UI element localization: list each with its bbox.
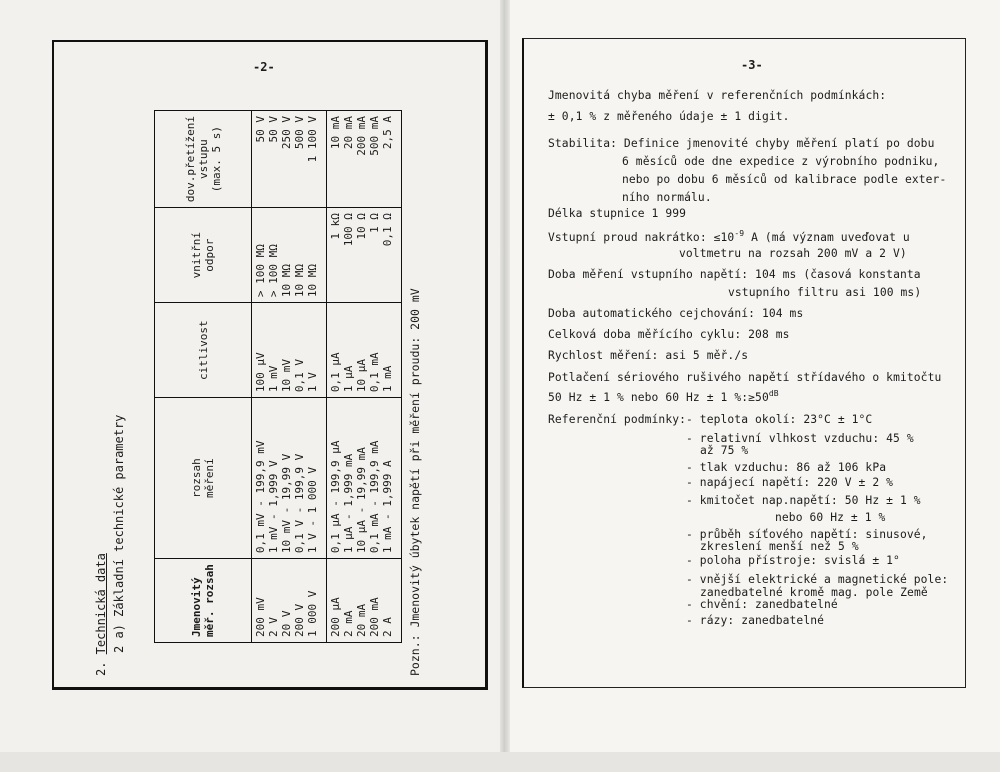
condition-humidity: - relativní vlhkost vzduchu: 45 % <box>686 432 914 445</box>
current-rows <box>327 111 402 643</box>
left-page-number: -2- <box>253 60 275 74</box>
voltage-nominal-cell: 200 mV 2 V 20 V 200 V 1 000 V <box>252 559 327 643</box>
condition-temperature: - teplota okolí: 23°C ± 1°C <box>686 413 873 426</box>
condition-supply-frequency: - kmitočet nap.napětí: 50 Hz ± 1 % <box>686 494 921 507</box>
stability-line-4: ního normálu. <box>622 191 712 204</box>
condition-pressure: - tlak vzduchu: 86 až 106 kPa <box>686 461 887 474</box>
rejection-line-1: Potlačení sériového rušivého napětí střídavého o kmitočtu <box>548 371 942 384</box>
measuring-rate: Rychlost měření: asi 5 měř./s <box>548 349 749 362</box>
page-bottom-edge <box>0 752 1000 772</box>
condition-fields-cont: zanedbatelné kromě mag. pole Země <box>700 586 928 599</box>
subsection-heading: 2 a) Základní technické parametry <box>112 414 126 653</box>
voltage-range-cell: 0,1 mV - 199,9 mV 1 mV - 1,999 V 10 mV - 19,99 V 0,1 V - 199,9 V 1 V - 1 000 V <box>252 398 327 559</box>
condition-supply-frequency-alt: nebo 60 Hz ± 1 % <box>775 511 886 524</box>
table-header-row <box>155 111 252 643</box>
voltage-drop-note: Pozn.: Jmenovitý úbytek napětí při měření proudu: 200 mV <box>408 288 422 676</box>
condition-position: - poloha přístroje: svislá ± 1° <box>686 554 900 567</box>
section-title: Technická data <box>94 553 108 655</box>
calibration-time: Doba automatického cejchování: 104 ms <box>548 307 804 320</box>
current-range-cell: 0,1 µA - 199,9 µA 1 µA - 1,999 mA 10 µA - 19,99 mA 0,1 mA - 199,9 mA 1 mA - 1,999 A <box>327 398 402 559</box>
input-current-line-1: Vstupní proud nakrátko: $\le 10^{-9}$ A (má význam uveďovat u <box>548 229 910 244</box>
voltage-sensitivity-cell: 100 µV 1 mV 10 mV 0,1 V 1 V <box>252 303 327 398</box>
condition-waveform-cont: zkreslení menší než 5 % <box>700 540 859 553</box>
condition-shock: - rázy: zanedbatelné <box>686 614 825 627</box>
condition-supply-voltage: - napájecí napětí: 220 V ± 2 % <box>686 476 894 489</box>
reference-conditions-label: Referenční podmínky: <box>548 413 687 426</box>
section-number: 2. <box>94 661 108 676</box>
condition-waveform: - průběh síťového napětí: sinusové, <box>686 528 928 541</box>
rejection-line-2: 50 Hz ± 1 % nebo 60 Hz ± 1 $\%:\ge 50^{dB}$ <box>548 389 779 404</box>
condition-vibration: - chvění: zanedbatelné <box>686 598 838 611</box>
right-page-number: -3- <box>741 58 763 72</box>
current-sensitivity-cell: 0,1 µA 1 µA 10 µA 0,1 mA 1 mA <box>327 303 402 398</box>
condition-fields: - vnější elektrické a magnetické pole: <box>686 573 949 586</box>
scale-length: Délka stupnice 1 999 <box>548 207 687 220</box>
header-measuring-range: rozsah měření <box>155 398 252 559</box>
measuring-time-line-2: vstupního filtru asi 100 ms) <box>728 286 922 299</box>
measuring-time-line-1: Doba měření vstupního napětí: 104 ms (časová konstanta <box>548 268 921 281</box>
voltage-resistance-cell: > 100 MΩ > 100 MΩ 10 MΩ 10 MΩ 10 MΩ <box>252 208 327 303</box>
cycle-time: Celková doba měřícího cyklu: 208 ms <box>548 328 790 341</box>
nominal-error-value: ± 0,1 % z měřeného údaje ± 1 digit. <box>548 110 790 123</box>
current-resistance-cell: 1 kΩ 100 Ω 10 Ω 1 Ω 0,1 Ω <box>327 208 402 303</box>
voltage-rows <box>252 111 327 643</box>
header-overload: dov.přetížení vstupu (max. 5 s) <box>155 111 252 208</box>
stability-line-2: 6 měsíců ode dne expedice z výrobního podniku, <box>622 155 940 168</box>
book-spine <box>500 0 510 772</box>
condition-humidity-cont: až 75 % <box>700 444 749 457</box>
stability-line-1: Stabilita: Definice jmenovité chyby měření platí po dobu <box>548 137 935 150</box>
input-current-line-2: voltmetru na rozsah 200 mV a 2 V) <box>679 247 907 260</box>
header-internal-resistance: vnitřní odpor <box>155 208 252 303</box>
header-sensitivity: citlivost <box>155 303 252 398</box>
nominal-error-heading: Jmenovitá chyba měření v referenčních podmínkách: <box>548 89 887 102</box>
rotated-spec-block <box>54 40 486 688</box>
current-nominal-cell: 200 µA 2 mA 20 mA 200 mA 2 A <box>327 559 402 643</box>
voltage-overload-cell: 50 V 50 V 250 V 500 V 1 100 V <box>252 111 327 208</box>
current-overload-cell: 10 mA 20 mA 200 mA 500 mA 2,5 A <box>327 111 402 208</box>
header-nominal-range: Jmenovitý měř. rozsah <box>155 559 252 643</box>
parameters-table <box>154 110 402 643</box>
section-heading <box>94 553 108 676</box>
stability-line-3: nebo po dobu 6 měsíců od kalibrace podle exter- <box>622 173 947 186</box>
